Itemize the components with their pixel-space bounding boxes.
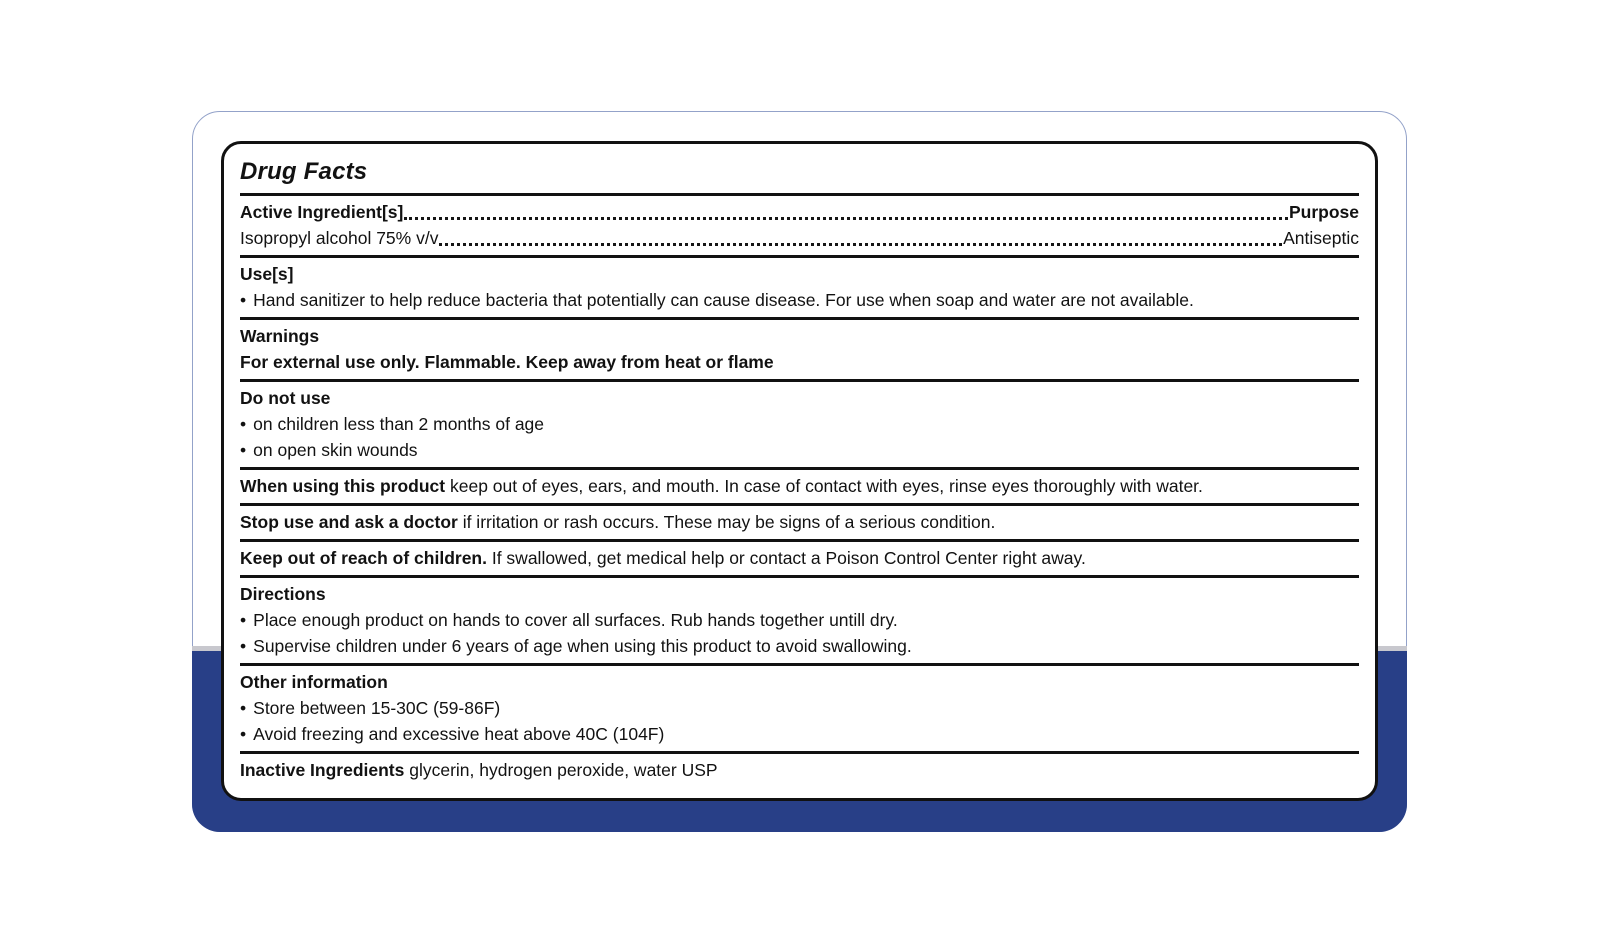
ingredient-purpose: Antiseptic xyxy=(1283,228,1359,248)
inactive-ingredients-lead: Inactive Ingredients xyxy=(240,760,405,780)
directions-bullet xyxy=(240,633,1359,659)
directions-bullet-text: Supervise children under 6 years of age when using this product to avoid swallowing. xyxy=(253,636,912,656)
active-ingredients-section xyxy=(240,196,1359,255)
bullet-icon: • xyxy=(240,636,247,656)
do-not-use-bullet xyxy=(240,437,1359,463)
keep-out-lead: Keep out of reach of children. xyxy=(240,548,487,568)
drug-facts-title: Drug Facts xyxy=(240,158,368,185)
inactive-ingredients-section xyxy=(240,754,1359,787)
ingredient-row xyxy=(240,225,1359,251)
bullet-icon: • xyxy=(240,698,247,718)
stop-use-text: if irritation or rash occurs. These may be signs of a serious condition. xyxy=(457,512,996,532)
keep-out-text: If swallowed, get medical help or contact a Poison Control Center right away. xyxy=(486,548,1086,568)
purpose-label: Purpose xyxy=(1288,202,1359,222)
warnings-section xyxy=(240,320,1359,379)
other-information-bullet xyxy=(240,695,1359,721)
bullet-icon: • xyxy=(240,414,247,434)
active-ingredient-label: Active Ingredient[s] xyxy=(240,202,404,222)
other-information-bullet-text: Store between 15-30C (59-86F) xyxy=(253,698,501,718)
stop-use-section xyxy=(240,506,1359,539)
uses-bullet-text: Hand sanitizer to help reduce bacteria that potentially can cause disease. For use when soap and water are not available. xyxy=(253,290,1194,310)
other-information-heading: Other information xyxy=(240,672,388,692)
bullet-icon: • xyxy=(240,290,247,310)
other-information-bullet-text: Avoid freezing and excessive heat above 40C (104F) xyxy=(253,724,665,744)
do-not-use-heading: Do not use xyxy=(240,388,331,408)
directions-bullet-text: Place enough product on hands to cover all surfaces. Rub hands together untill dry. xyxy=(253,610,898,630)
when-using-section xyxy=(240,470,1359,503)
when-using-lead: When using this product xyxy=(240,476,446,496)
dotted-leader xyxy=(439,243,1282,246)
warnings-heading: Warnings xyxy=(240,326,320,346)
warnings-flammable-text: For external use only. Flammable. Keep away from heat or flame xyxy=(240,352,774,372)
ingredient-name: Isopropyl alcohol 75% v/v xyxy=(240,228,439,248)
drug-facts-panel xyxy=(221,141,1378,801)
other-information-bullet xyxy=(240,721,1359,747)
do-not-use-bullet-text: on open skin wounds xyxy=(253,440,418,460)
other-information-section xyxy=(240,666,1359,751)
bullet-icon: • xyxy=(240,440,247,460)
do-not-use-bullet xyxy=(240,411,1359,437)
keep-out-of-reach-section xyxy=(240,542,1359,575)
directions-bullet xyxy=(240,607,1359,633)
when-using-text: keep out of eyes, ears, and mouth. In case of contact with eyes, rinse eyes thoroughly with water. xyxy=(445,476,1203,496)
do-not-use-section xyxy=(240,382,1359,467)
directions-heading: Directions xyxy=(240,584,326,604)
uses-section xyxy=(240,258,1359,317)
dotted-leader xyxy=(404,217,1288,220)
do-not-use-bullet-text: on children less than 2 months of age xyxy=(253,414,545,434)
stop-use-lead: Stop use and ask a doctor xyxy=(240,512,458,532)
bullet-icon: • xyxy=(240,724,247,744)
bullet-icon: • xyxy=(240,610,247,630)
inactive-ingredients-text: glycerin, hydrogen peroxide, water USP xyxy=(404,760,718,780)
directions-section xyxy=(240,578,1359,663)
active-ingredient-header-row xyxy=(240,199,1359,225)
uses-heading: Use[s] xyxy=(240,264,294,284)
uses-bullet xyxy=(240,287,1359,313)
